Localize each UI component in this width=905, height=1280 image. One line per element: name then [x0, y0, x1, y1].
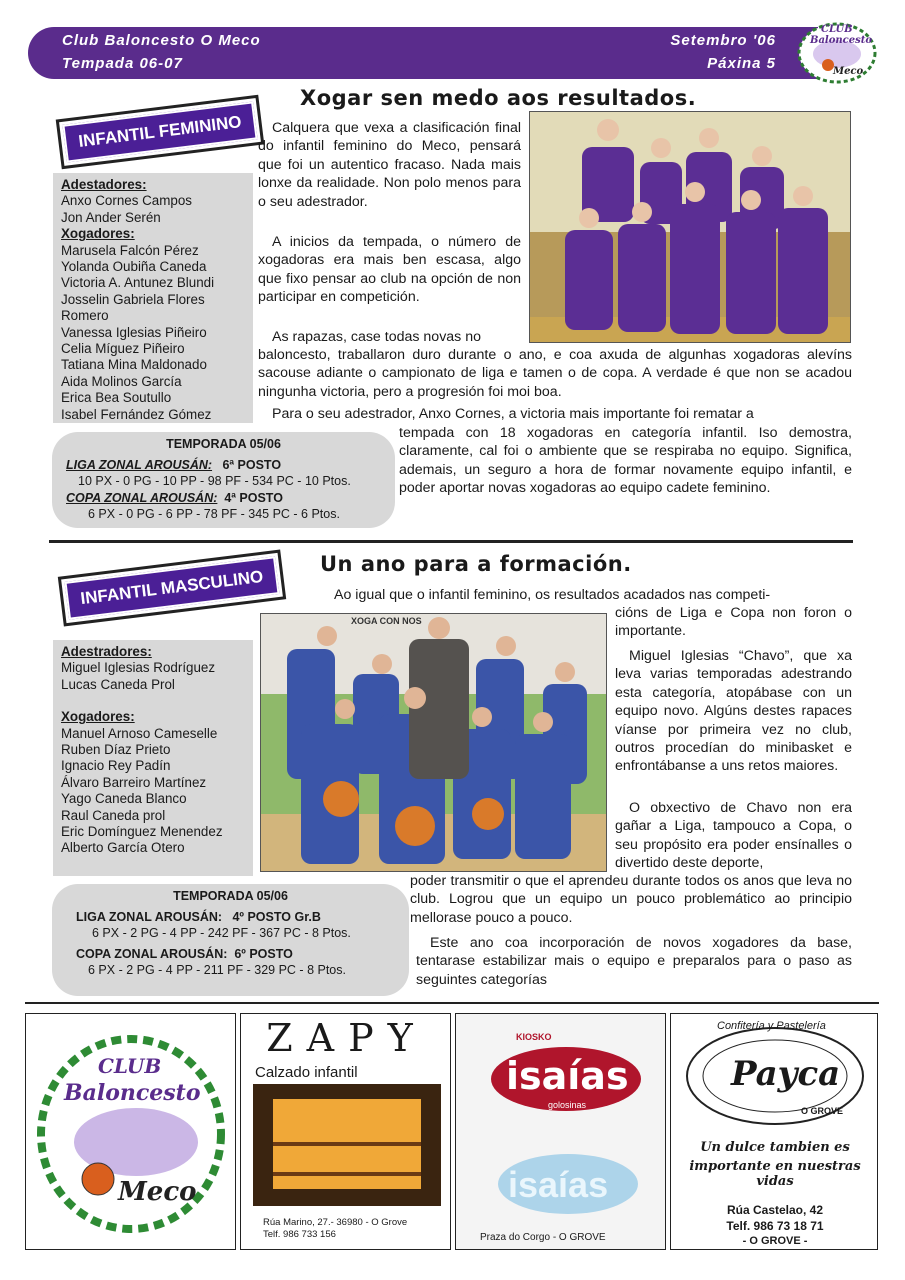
section-divider: [49, 540, 853, 543]
s1-paragraph-3b: baloncesto, traballaron duro durante o ano, e coa axuda de algunhas xogadoras alevíns sacouse adiante o campionato de liga e tamen o de copa. A verdade é que non se acadou ningunha victoria, pero a progresión foi moi boa.: [258, 347, 852, 400]
s1-paragraph-4b: tempada con 18 xogadoras en categoría infantil. Iso demostra, claramente, cal foi o ambiente que se respiraba no equipo. Significa, ademais, un seguro a hora de formar novamente equipo infantil, e poder aportar novas xogadoras ao equipo cadete feminino.: [399, 425, 852, 497]
s1-paragraph-4a: Para o seu adestrador, Anxo Cornes, a victoria mais importante foi rematar a: [272, 406, 754, 422]
season-heading: TEMPORADA 05/06: [166, 437, 281, 451]
player-name: Yolanda Oubiña Caneda: [61, 259, 207, 275]
player-name: Isabel Fernández Gómez: [61, 406, 212, 422]
player-name: Erica Bea Soutullo: [61, 390, 172, 406]
player-name: Ignacio Rey Padín: [61, 758, 171, 774]
section1-title: Xogar sen medo aos resultados.: [300, 86, 697, 110]
boys-team-photo: [260, 613, 607, 872]
players-heading: Xogadores:: [61, 709, 135, 725]
section1-season-box: TEMPORADA 05/06 LIGA ZONAL AROUSÁN: 6ª POSTO 10 PX - 0 PG - 10 PP - 98 PF - 534 PC - 10 Ptos. COPA ZONAL AROUSÁN: 4ª POSTO 6 PX - 0 PG - 6 PP - 78 PF - 345 PC - 6 Ptos.: [52, 432, 395, 528]
s2-paragraph-1b: cións de Liga e Copa non foron o importante.: [615, 605, 852, 640]
s1-paragraph-3a: As rapazas, case todas novas no: [272, 329, 481, 345]
coaches-heading: Adestadores:: [61, 177, 147, 192]
player-name: Yago Caneda Blanco: [61, 791, 187, 807]
ad-zapy: ZAPY Calzado infantil Rúa Marino, 27.- 36980 - O Grove Telf. 986 733 156: [240, 1013, 451, 1250]
ad-isaias: KIOSKO isaías golosinas isaías Praza do Corgo - O GROVE: [455, 1013, 666, 1250]
club-name: Club Baloncesto O Meco: [62, 32, 261, 49]
s2-paragraph-4: Este ano coa incorporación de novos xogadores da base, tentarase estabilizar mais o equipo e preparalos para o paso as seguintes categorías: [416, 935, 852, 988]
girls-team-photo: [529, 111, 851, 343]
liga-stats: 6 PX - 2 PG - 4 PP - 242 PF - 367 PC - 8 Ptos.: [92, 926, 351, 940]
season-heading: TEMPORADA 05/06: [173, 889, 288, 903]
coach-name: Miguel Iglesias Rodríguez: [61, 660, 216, 676]
page-number: Páxina 5: [707, 55, 776, 72]
player-name: Manuel Arnoso Cameselle: [61, 725, 218, 741]
s1-paragraph-1: Calquera que vexa a clasificación final do infantil feminino do Meco, pensará que foi un autentico fracaso. Nada mais lonxe da realidade. Non polo menos para o seu adestrador.: [258, 120, 521, 210]
section2-title: Un ano para a formación.: [320, 552, 632, 576]
player-name: Ruben Díaz Prieto: [61, 742, 171, 758]
s2-paragraph-3b: poder transmitir o que el aprendeu durante todos os anos que leva no club. Logrou que un equipo un pouco problemático ao principio mellorase pouco a pouco.: [410, 873, 852, 926]
s2-paragraph-2: Miguel Iglesias “Chavo”, que xa leva varias temporadas adestrando esta categoría, atopábase con un equipo novo. Algúns destes rapaces víanse por primeira vez no club, outros procedían do minibasket e enfrontábanse a uns retos maiores.: [615, 648, 852, 775]
season-label: Tempada 06-07: [62, 55, 183, 72]
coaches-heading: Adestradores:: [61, 644, 152, 659]
shop-photo: [253, 1084, 441, 1206]
section1-roster: [53, 173, 253, 423]
ads-divider: [25, 1002, 879, 1004]
section1-badge: INFANTIL FEMININO: [56, 95, 265, 169]
section2-roster: [53, 640, 253, 876]
club-logo-small: CLUB Baloncesto Meco: [797, 22, 877, 84]
s2-paragraph-3a: O obxectivo de Chavo non era gañar a Liga, tampouco a Copa, o seu propósito era poder ensínalles o divertido deste deporte,: [615, 800, 852, 872]
player-name: Josselin Gabriela Flores: [61, 291, 205, 307]
photo-banner: XOGA CON NOS: [351, 616, 422, 626]
player-name: Raul Caneda prol: [61, 807, 166, 823]
player-name: Romero: [61, 308, 109, 324]
copa-stats: 6 PX - 0 PG - 6 PP - 78 PF - 345 PC - 6 Ptos.: [88, 507, 340, 521]
player-name: Marusela Falcón Pérez: [61, 242, 199, 258]
s1-paragraph-2: A inicios da tempada, o número de xogadoras era mais ben escasa, algo que fixo pensar ao club na opción de non participar en competición.: [258, 234, 521, 306]
coach-name: Lucas Caneda Prol: [61, 676, 175, 692]
ad-payca: Confitería y Pastelería Payca O GROVE Un dulce tambien es importante en nuestras vidas Rúa Castelao, 42 Telf. 986 73 18 71 - O GROVE -: [670, 1013, 878, 1250]
issue-date: Setembro '06: [670, 32, 776, 49]
player-name: Celia Míguez Piñeiro: [61, 341, 185, 357]
coach-name: Jon Ander Serén: [61, 209, 161, 225]
player-name: Alberto García Otero: [61, 840, 185, 856]
player-name: Tatiana Mina Maldonado: [61, 357, 207, 373]
header-bar: [28, 27, 818, 79]
player-name: Álvaro Barreiro Martínez: [61, 774, 207, 790]
section2-badge: INFANTIL MASCULINO: [58, 550, 286, 627]
section2-season-box: TEMPORADA 05/06 LIGA ZONAL AROUSÁN: 4º POSTO Gr.B 6 PX - 2 PG - 4 PP - 242 PF - 367 PC - 8 Ptos. COPA ZONAL AROUSÁN: 6º POSTO 6 PX - 2 PG - 4 PP - 211 PF - 329 PC - 8 Ptos.: [52, 884, 409, 996]
player-name: Eric Domínguez Menendez: [61, 824, 223, 840]
liga-stats: 10 PX - 0 PG - 10 PP - 98 PF - 534 PC - 10 Ptos.: [78, 474, 351, 488]
s2-paragraph-1a: Ao igual que o infantil feminino, os resultados acadados nas competi-: [334, 587, 771, 603]
player-name: Aida Molinos García: [61, 373, 182, 389]
player-name: Victoria A. Antunez Blundi: [61, 275, 215, 291]
players-heading: Xogadores:: [61, 226, 135, 242]
coach-name: Anxo Cornes Campos: [61, 193, 192, 209]
ad-club-logo: CLUB Baloncesto Meco: [25, 1013, 236, 1250]
player-name: Vanessa Iglesias Piñeiro: [61, 324, 207, 340]
copa-stats: 6 PX - 2 PG - 4 PP - 211 PF - 329 PC - 8 Ptos.: [88, 963, 346, 977]
